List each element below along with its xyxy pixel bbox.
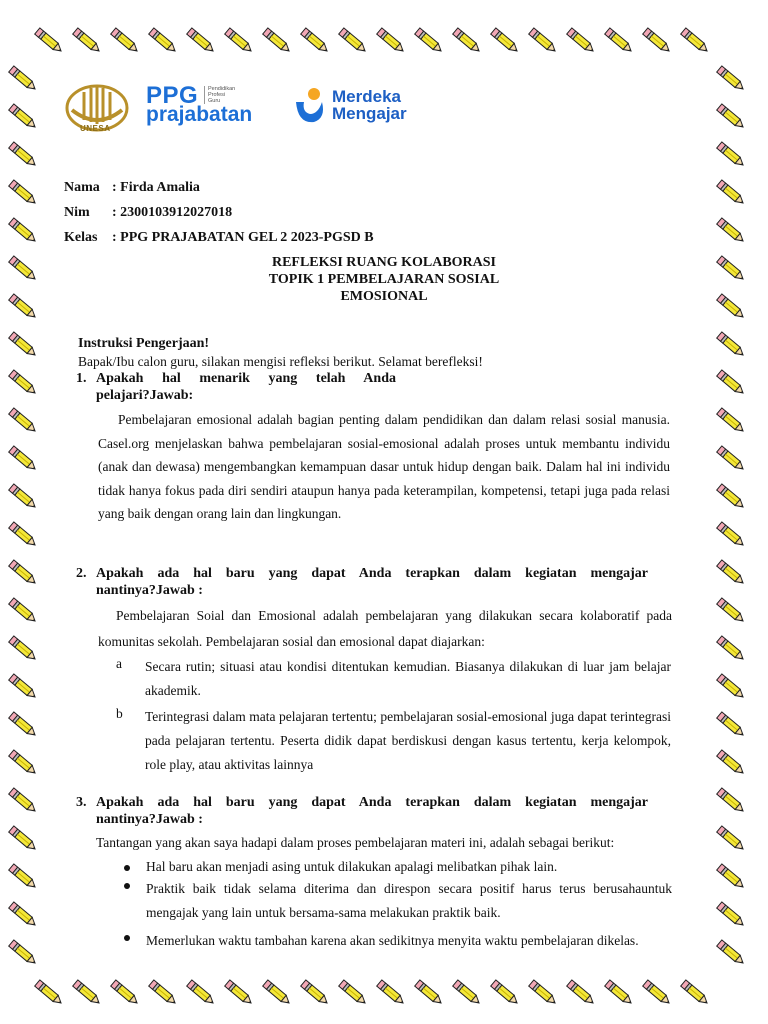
q2-item-b-text: Terintegrasi dalam mata pelajaran tertentu; pembelajaran sosial-emosional juga dapat terintegrasi pada pelajaran tertentu. Peserta didik dapat berdiskusi dengan kasus tertentu, kerja kelompok, role play, atau aktivitas lainnya: [145, 709, 671, 772]
q2-item-b-marker: b: [116, 706, 123, 721]
nama-value: : Firda Amalia: [112, 180, 200, 195]
q2-answer: Pembelajaran Soial dan Emosional adalah pembelajaran yang dilakukan secara kolaboratif pada komunitas sekolah. Pembelajaran sosial dan emosional dapat diajarkan:: [98, 608, 672, 649]
q2-item-a-marker: a: [116, 656, 122, 671]
q3-bullet-1: Hal baru akan menjadi asing untuk dilakukan apalagi melibatkan pihak lain.: [146, 859, 558, 874]
title-line-3: EMOSIONAL: [340, 289, 428, 304]
q1-line-1: Apakah hal menarik yang telah Anda: [96, 371, 396, 386]
bullet-icon: [124, 865, 130, 871]
unesa-logo-text: UNESA: [80, 124, 111, 133]
merdeka-logo-text: Merdeka: [332, 87, 401, 106]
merdeka-mengajar-logo-icon: [292, 86, 328, 126]
prajabatan-logo-text: prajabatan: [146, 103, 253, 126]
instructions-text: Bapak/Ibu calon guru, silakan mengisi refleksi berikut. Selamat berefleksi!: [78, 354, 483, 369]
ppg-logo-text: PPG: [146, 82, 199, 109]
q2-number: 2.: [76, 566, 87, 581]
nim-label: Nim: [64, 205, 90, 220]
q1-line-2: pelajari?Jawab:: [96, 388, 194, 403]
q3-line-1: Apakah ada hal baru yang dapat Anda terapkan dalam kegiatan mengajar: [96, 795, 648, 810]
mengajar-logo-text: Mengajar: [332, 104, 407, 123]
q2-line-1: Apakah ada hal baru yang dapat Anda terapkan dalam kegiatan mengajar: [96, 566, 648, 581]
nim-value: : 2300103912027018: [112, 205, 233, 220]
q2-line-2: nantinya?Jawab :: [96, 583, 203, 598]
q3-bullet-3: Memerlukan waktu tambahan karena akan sedikitnya menyita waktu pembelajaran dikelas.: [146, 933, 639, 948]
bullet-icon: [124, 883, 130, 889]
kelas-label: Kelas: [64, 230, 98, 245]
title-line-2: TOPIK 1 PEMBELAJARAN SOSIAL: [268, 272, 500, 287]
ppg-logo-subtext: Pendidikan Profesi Guru: [204, 86, 235, 104]
q2-item-a-text: Secara rutin; situasi atau kondisi ditentukan kemudian. Biasanya dilakukan di luar jam belajar akademik.: [145, 659, 671, 698]
bullet-icon: [124, 935, 130, 941]
q3-intro: Tantangan yang akan saya hadapi dalam proses pembelajaran materi ini, adalah sebagai berikut:: [96, 835, 615, 850]
q3-line-2: nantinya?Jawab :: [96, 812, 203, 827]
q3-bullet-2: Praktik baik tidak selama diterima dan direspon secara positif harus terus berusahauntuk mengajak yang lain untuk bersama-sama melakukan praktik baik.: [146, 881, 672, 920]
q1-number: 1.: [76, 371, 87, 386]
title-line-1: REFLEKSI RUANG KOLABORASI: [271, 255, 497, 270]
kelas-value: : PPG PRAJABATAN GEL 2 2023-PGSD B: [112, 230, 374, 245]
instructions-heading: Instruksi Pengerjaan!: [78, 336, 210, 351]
q3-number: 3.: [76, 795, 87, 810]
nama-label: Nama: [64, 180, 100, 195]
q1-answer: Pembelajaran emosional adalah bagian penting dalam pendidikan dan dalam relasi sosial manusia. Casel.org menjelaskan bahwa pembelajaran sosial-emosional adalah proses untuk membantu individu (anak dan dewasa) mengembangkan kemampuan dasar untuk hidup dengan baik. Dalam hal ini individu tidak hanya fokus pada diri sendiri ataupun hanya pada keterampilan, kompetensi, tetapi juga pada relasi yang baik dengan orang lain dan lingkungan.: [98, 412, 670, 521]
